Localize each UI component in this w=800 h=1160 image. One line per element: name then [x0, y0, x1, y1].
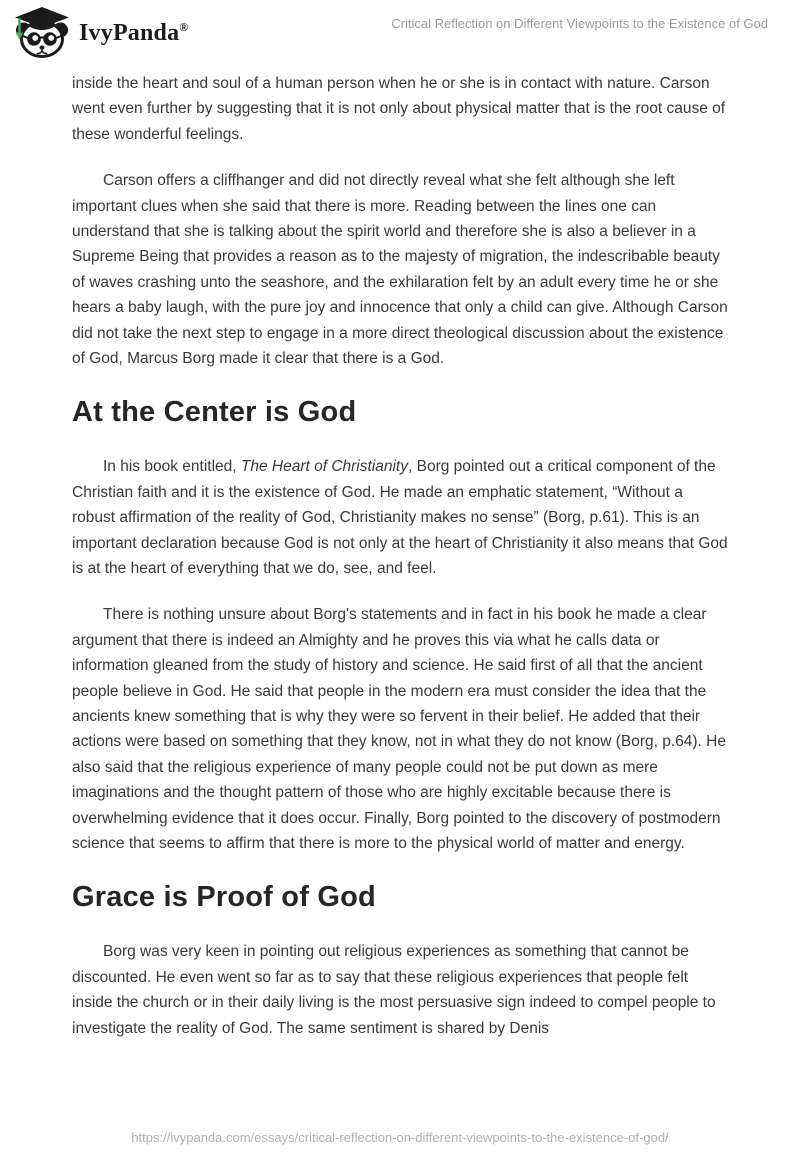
- document-title: Critical Reflection on Different Viewpoints to the Existence of God: [391, 16, 768, 31]
- book-title-italic: The Heart of Christianity: [240, 458, 408, 476]
- registered-trademark: ®: [179, 20, 189, 34]
- paragraph: Carson offers a cliffhanger and did not directly reveal what she felt although she left important clues when she said that there is more. Reading between the lines one can understand that she is talking about the spirit world and therefore she is also a believer in a Supreme Being that provides a reason as to the majesty of migration, the indescribable beauty of waves crashing unto the seashore, and the exhilaration felt by an adult every time he or she hears a baby laugh, with the pure joy and innocence that only a child can give. Although Carson did not take the next step to engage in a more direct theological discussion about the existence of God, Marcus Borg made it clear that there is a God.: [72, 172, 728, 368]
- essay-content: [0, 71, 800, 1041]
- paragraph: There is nothing unsure about Borg's statements and in fact in his book he made a clear argument that there is indeed an Almighty and he proves this via what he calls data or information gleaned from the study of history and science. He said first of all that the ancient people believe in God. He said that people in the modern era must consider the idea that the ancients knew something that is why they were so fervent in their belief. He added that their actions were based on something that they know, not in what they do not know (Borg, p.64). He also said that the religious experience of many people could not be put down as mere imaginations and the thought pattern of those who are highly excitable because there is overwhelming evidence that it does occur. Finally, Borg pointed to the discovery of postmodern science that seems to affirm that there is more to the physical world of matter and energy.: [72, 606, 726, 853]
- paragraph: inside the heart and soul of a human person when he or she is in contact with nature. Carson went even further by suggesting that it is not only about physical matter that is the root cause of these wonderful feelings.: [72, 75, 726, 143]
- section-heading: At the Center is God: [72, 396, 357, 429]
- paragraph: [72, 454, 728, 581]
- paragraph-run: In his book entitled,: [103, 458, 241, 476]
- ivypanda-panda-logo-icon: [13, 7, 71, 59]
- source-url: https://ivypanda.com/essays/critical-reflection-on-different-viewpoints-to-the-existence-of-god/: [131, 1130, 669, 1145]
- paragraph-run: , Borg pointed out a critical component of the Christian faith and it is the existence of God. He made an emphatic statement, “Without a robust affirmation of the reality of God, Christianity makes no sense” (Borg, p.61). This is an important declaration because God is not only at the heart of Christianity it also means that God is at the heart of everything that we do, see, and feel.: [72, 458, 728, 577]
- brand-name: IvyPanda®: [79, 20, 189, 46]
- page-header: [0, 0, 800, 66]
- page-footer: [0, 1129, 800, 1147]
- brand: [13, 7, 188, 59]
- paragraph: Borg was very keen in pointing out religious experiences as something that cannot be discounted. He even went so far as to say that these religious experiences that people felt inside the church or in their daily living is the most persuasive sign indeed to compel people to investigate the reality of God. The same sentiment is shared by Denis: [72, 943, 716, 1037]
- section-heading: Grace is Proof of God: [72, 881, 376, 914]
